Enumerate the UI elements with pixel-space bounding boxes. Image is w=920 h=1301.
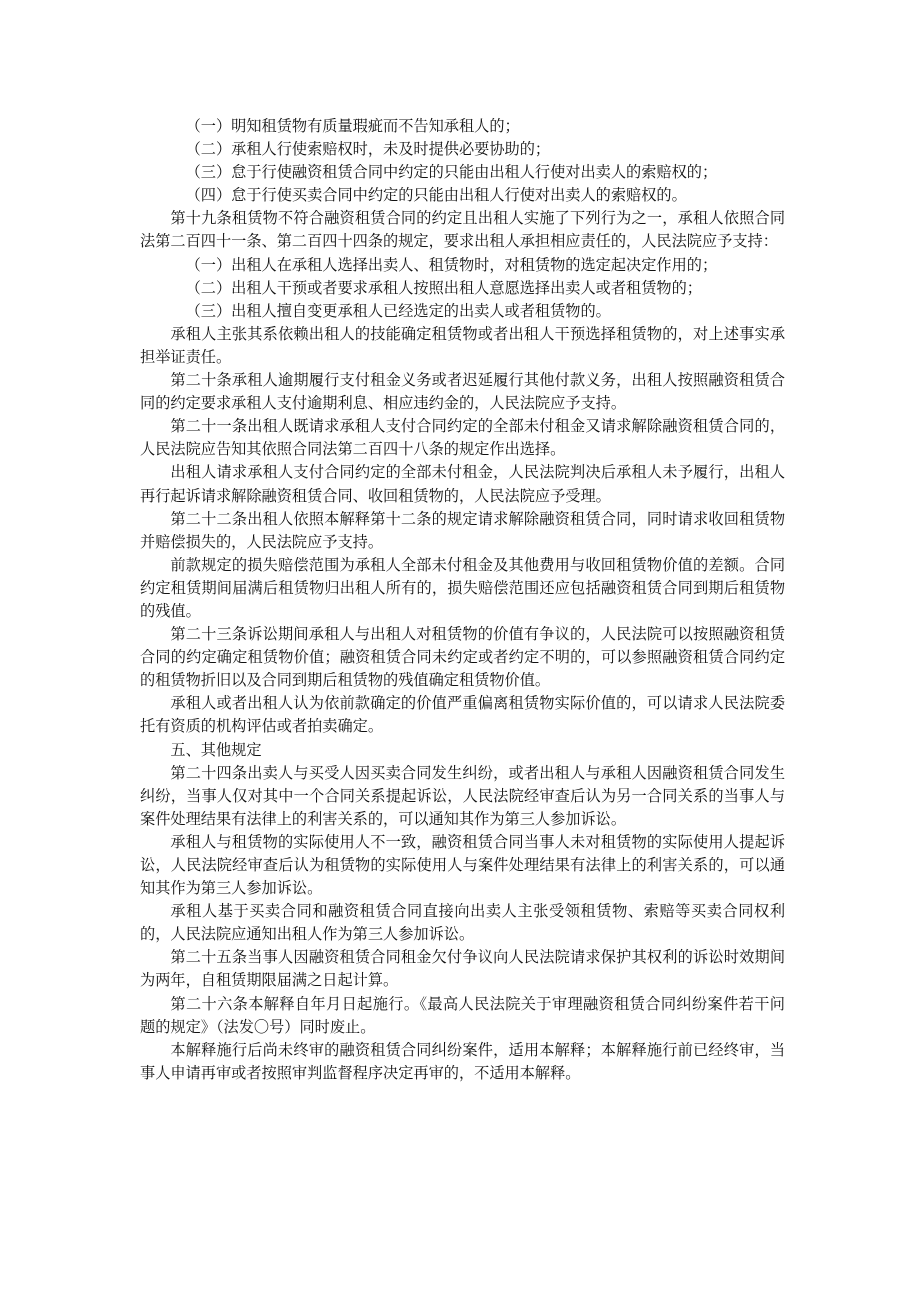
paragraph: 第二十五条当事人因融资租赁合同租金欠付争议向人民法院请求保护其权利的诉讼时效期间为两年，自租赁期限届满之日起计算。 <box>140 948 785 990</box>
list-item: （四）怠于行使买卖合同中约定的只能由出租人行使对出卖人的索赔权的。 <box>185 186 687 205</box>
document-body <box>140 115 785 1085</box>
paragraph: 五、其他规定 <box>170 740 262 759</box>
paragraph: 承租人或者出租人认为依前款确定的价值严重偏离租赁物实际价值的，可以请求人民法院委托有资质的机构评估或者拍卖确定。 <box>140 694 785 736</box>
paragraph: 第二十三条诉讼期间承租人与出租人对租赁物的价值有争议的，人民法院可以按照融资租赁合同的约定确定租赁物价值；融资租赁合同未约定或者约定不明的，可以参照融资租赁合同约定的租赁物折旧以及合同到期后租赁物的残值确定租赁物价值。 <box>140 625 785 690</box>
list-item: （一）明知租赁物有质量瑕疵而不告知承租人的； <box>185 117 520 135</box>
list-item: （一）出租人在承租人选择出卖人、租赁物时，对租赁物的选定起决定作用的； <box>185 255 718 274</box>
list-item: （二）承租人行使索赔权时，未及时提供必要协助的； <box>185 140 551 159</box>
paragraph: 承租人与租赁物的实际使用人不一致，融资租赁合同当事人未对租赁物的实际使用人提起诉讼，人民法院经审查后认为租赁物的实际使用人与案件处理结果有法律上的利害关系的，可以通知其作为第三人参加诉讼。 <box>140 832 785 898</box>
paragraph: 第二十六条本解释自年月日起施行。《最高人民法院关于审理融资租赁合同纠纷案件若干问题的规定》（法发〇号）同时废止。 <box>140 994 785 1036</box>
list-item: （二）出租人干预或者要求承租人按照出租人意愿选择出卖人或者租赁物的； <box>185 278 702 297</box>
paragraph: 第二十二条出租人依照本解释第十二条的规定请求解除融资租赁合同，同时请求收回租赁物并赔偿损失的，人民法院应予支持。 <box>140 509 785 551</box>
paragraph: 承租人基于买卖合同和融资租赁合同直接向出卖人主张受领租赁物、索赔等买卖合同权利的，人民法院应通知出租人作为第三人参加诉讼。 <box>140 902 785 944</box>
paragraph: 出租人请求承租人支付合同约定的全部未付租金，人民法院判决后承租人未予履行，出租人再行起诉请求解除融资租赁合同、收回租赁物的，人民法院应予受理。 <box>140 463 785 505</box>
paragraph: 第十九条租赁物不符合融资租赁合同的约定且出租人实施了下列行为之一，承租人依照合同法第二百四十一条、第二百四十四条的规定，要求出租人承担相应责任的，人民法院应予支持： <box>140 209 785 251</box>
paragraph: 承租人主张其系依赖出租人的技能确定租赁物或者出租人干预选择租赁物的，对上述事实承担举证责任。 <box>140 324 785 366</box>
paragraph: 第二十四条出卖人与买受人因买卖合同发生纠纷，或者出租人与承租人因融资租赁合同发生纠纷，当事人仅对其中一个合同关系提起诉讼，人民法院经审查后认为另一合同关系的当事人与案件处理结果有法律上的利害关系的，可以通知其作为第三人参加诉讼。 <box>140 763 785 828</box>
paragraph: 前款规定的损失赔偿范围为承租人全部未付租金及其他费用与收回租赁物价值的差额。合同约定租赁期间届满后租赁物归出租人所有的，损失赔偿范围还应包括融资租赁合同到期后租赁物的残值。 <box>140 555 785 620</box>
paragraph: 第二十一条出租人既请求承租人支付合同约定的全部未付租金又请求解除融资租赁合同的，人民法院应告知其依照合同法第二百四十八条的规定作出选择。 <box>140 417 785 459</box>
paragraph: 第二十条承租人逾期履行支付租金义务或者迟延履行其他付款义务，出租人按照融资租赁合同的约定要求承租人支付逾期利息、相应违约金的，人民法院应予支持。 <box>140 371 785 413</box>
list-item: （三）怠于行使融资租赁合同中约定的只能由出租人行使对出卖人的索赔权的； <box>185 163 718 182</box>
paragraph: 本解释施行后尚未终审的融资租赁合同纠纷案件，适用本解释；本解释施行前已经终审，当事人申请再审或者按照审判监督程序决定再审的，不适用本解释。 <box>140 1040 785 1082</box>
list-item: （三）出租人擅自变更承租人已经选定的出卖人或者租赁物的。 <box>185 301 611 320</box>
